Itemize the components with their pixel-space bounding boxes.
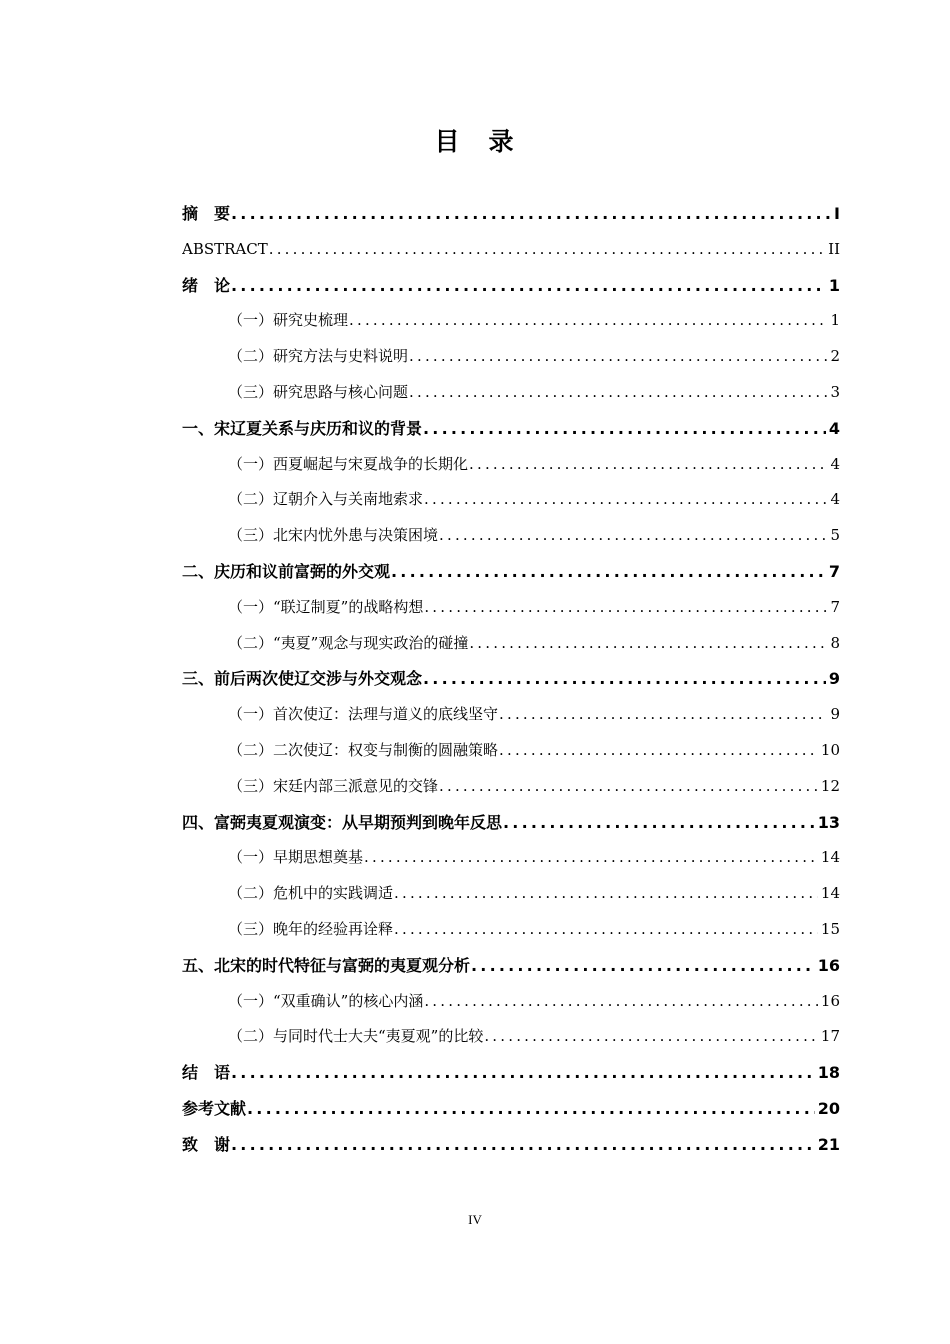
toc-entry-page: 3 xyxy=(830,382,840,401)
toc-entry[interactable] xyxy=(182,339,840,375)
toc-dot-leader xyxy=(269,232,825,268)
toc-entry-label: （三）研究思路与核心问题 xyxy=(228,382,409,401)
toc-dot-leader xyxy=(423,661,826,697)
toc-entry-label: 三、前后两次使辽交涉与外交观念 xyxy=(182,669,423,689)
toc-entry-label: （三）北宋内忧外患与决策困境 xyxy=(228,526,439,545)
toc-entry-label: 五、北宋的时代特征与富弼的夷夏观分析 xyxy=(182,955,471,975)
toc-entry[interactable] xyxy=(182,303,840,339)
toc-entry-page: 14 xyxy=(820,884,840,903)
toc-entry-label: （二）辽朝介入与关南地索求 xyxy=(228,490,424,509)
toc-entry-label: 四、富弼夷夏观演变：从早期预判到晚年反思 xyxy=(182,812,503,832)
toc-entry-label: 摘 要 xyxy=(182,204,231,223)
toc-dot-leader xyxy=(409,375,827,411)
toc-entry-page: 20 xyxy=(817,1098,840,1118)
toc-entry-page: 18 xyxy=(817,1063,840,1083)
toc-entry[interactable] xyxy=(182,984,840,1020)
toc-dot-leader xyxy=(394,912,818,948)
toc-entry[interactable] xyxy=(182,196,840,232)
toc-entry-page: 17 xyxy=(820,1027,840,1046)
toc-entry-label: 一、宋辽夏关系与庆历和议的背景 xyxy=(182,418,423,438)
toc-entry[interactable] xyxy=(182,482,840,518)
toc-entry-page: 12 xyxy=(820,776,840,795)
toc-entry-page: 10 xyxy=(820,740,840,759)
toc-dot-leader xyxy=(394,876,818,912)
toc-dot-leader xyxy=(469,447,827,483)
footer-page-number: IV xyxy=(468,1212,482,1227)
toc-entry-label: （一）“联辽制夏”的战略构想 xyxy=(228,597,424,616)
toc-dot-leader xyxy=(499,733,818,769)
toc-dot-leader xyxy=(231,1127,815,1163)
toc-dot-leader xyxy=(499,697,827,733)
toc-entry-label: （二）研究方法与史料说明 xyxy=(228,347,409,366)
toc-entry-label: 参考文献 xyxy=(182,1098,247,1118)
toc-dot-leader xyxy=(424,590,827,626)
toc-entry-label: ABSTRACT xyxy=(182,239,268,258)
toc-entry-label: （二）“夷夏”观念与现实政治的碰撞 xyxy=(228,633,469,652)
toc-entry[interactable] xyxy=(182,447,840,483)
toc-entry-page: 1 xyxy=(830,311,840,330)
page-title: 目 录 xyxy=(434,127,516,156)
toc-dot-leader xyxy=(247,1091,815,1127)
toc-entry[interactable] xyxy=(182,375,840,411)
toc-dot-leader xyxy=(231,268,826,304)
toc-entry[interactable] xyxy=(182,411,840,447)
toc-entry-page: 13 xyxy=(817,812,840,832)
toc-entry-page: 7 xyxy=(830,597,840,616)
toc-entry[interactable] xyxy=(182,661,840,697)
toc-entry-label: （一）首次使辽：法理与道义的底线坚守 xyxy=(228,705,499,724)
toc-entry[interactable] xyxy=(182,733,840,769)
toc-entry-label: 二、庆历和议前富弼的外交观 xyxy=(182,561,391,581)
toc-dot-leader xyxy=(471,948,815,984)
toc-entry-page: 14 xyxy=(820,848,840,867)
toc-entry-page: 5 xyxy=(830,526,840,545)
toc-entry[interactable] xyxy=(182,554,840,590)
toc-entry-label: （一）研究史梳理 xyxy=(228,311,349,330)
toc-entry-label: （二）与同时代士大夫“夷夏观”的比较 xyxy=(228,1027,484,1046)
toc-entry-page: 16 xyxy=(820,991,840,1010)
toc-dot-leader xyxy=(439,769,818,805)
toc-entry[interactable] xyxy=(182,769,840,805)
toc-dot-leader xyxy=(424,482,827,518)
toc-entry-page: 4 xyxy=(828,418,840,438)
toc-entry-page: 9 xyxy=(830,705,840,724)
toc-entry[interactable] xyxy=(182,626,840,662)
toc-entry[interactable] xyxy=(182,912,840,948)
toc-entry-page: 16 xyxy=(817,955,840,975)
toc-entry[interactable] xyxy=(182,1127,840,1163)
toc-dot-leader xyxy=(503,805,815,841)
toc-dot-leader xyxy=(439,518,827,554)
toc-entry[interactable] xyxy=(182,232,840,268)
toc-entry-label: （一）“双重确认”的核心内涵 xyxy=(228,991,424,1010)
toc-entry-page: 9 xyxy=(828,669,840,689)
toc-dot-leader xyxy=(364,840,818,876)
toc-dot-leader xyxy=(409,339,827,375)
toc-entry-label: （二）危机中的实践调适 xyxy=(228,884,394,903)
toc-entry[interactable] xyxy=(182,268,840,304)
toc-entry-label: （三）晚年的经验再诠释 xyxy=(228,919,394,938)
table-of-contents xyxy=(182,196,840,1163)
toc-entry-label: （二）二次使辽：权变与制衡的圆融策略 xyxy=(228,740,499,759)
toc-entry-label: （三）宋廷内部三派意见的交锋 xyxy=(228,776,439,795)
toc-entry-label: 致 谢 xyxy=(182,1134,231,1154)
toc-entry[interactable] xyxy=(182,948,840,984)
toc-dot-leader xyxy=(469,626,827,662)
toc-entry-label: （一）早期思想奠基 xyxy=(228,848,364,867)
toc-entry-label: （一）西夏崛起与宋夏战争的长期化 xyxy=(228,454,469,473)
toc-dot-leader xyxy=(349,303,827,339)
toc-entry[interactable] xyxy=(182,876,840,912)
toc-dot-leader xyxy=(484,1019,818,1055)
toc-entry[interactable] xyxy=(182,697,840,733)
toc-entry-page: 4 xyxy=(830,454,840,473)
toc-dot-leader xyxy=(424,984,818,1020)
toc-dot-leader xyxy=(391,554,826,590)
toc-entry-page: 1 xyxy=(828,275,840,295)
toc-dot-leader xyxy=(231,196,831,232)
toc-dot-leader xyxy=(231,1055,815,1091)
toc-entry-page: 21 xyxy=(817,1134,840,1154)
toc-entry-label: 绪 论 xyxy=(182,275,231,295)
toc-entry-page: 2 xyxy=(830,347,840,366)
toc-entry-page: 4 xyxy=(830,490,840,509)
toc-entry-page: 15 xyxy=(820,919,840,938)
toc-entry-label: 结 语 xyxy=(182,1063,231,1083)
toc-entry-page: II xyxy=(828,239,840,258)
toc-dot-leader xyxy=(423,411,826,447)
toc-entry[interactable] xyxy=(182,1019,840,1055)
toc-entry-page: I xyxy=(834,204,840,223)
toc-entry[interactable] xyxy=(182,840,840,876)
toc-entry[interactable] xyxy=(182,805,840,841)
toc-entry[interactable] xyxy=(182,1055,840,1091)
toc-entry[interactable] xyxy=(182,590,840,626)
toc-entry-page: 8 xyxy=(830,633,840,652)
toc-entry-page: 7 xyxy=(828,561,840,581)
toc-entry[interactable] xyxy=(182,518,840,554)
toc-entry[interactable] xyxy=(182,1091,840,1127)
